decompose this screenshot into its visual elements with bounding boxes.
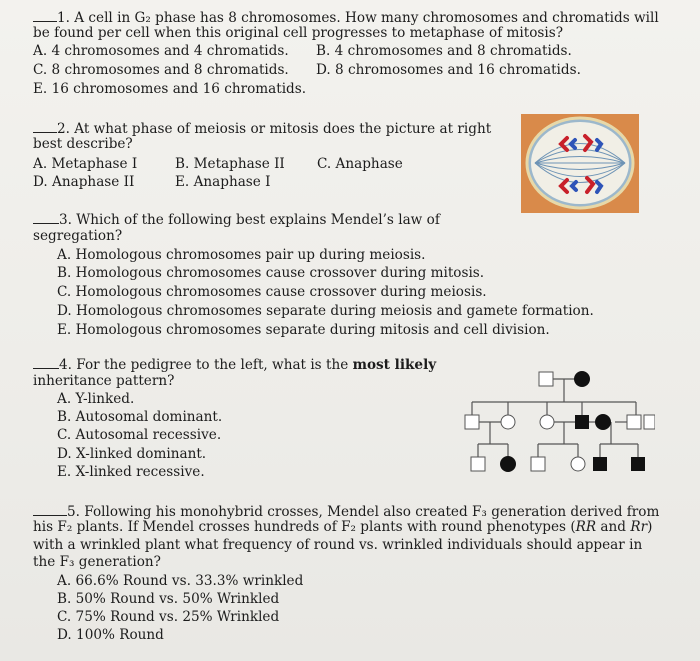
q1-option-a: A. 4 chromosomes and 4 chromatids. — [33, 43, 289, 59]
q2-option-d: D. Anaphase II — [33, 174, 135, 190]
q5-stem-cont2: with a wrinkled plant what frequency of round vs. wrinkled individuals should appear in — [33, 537, 643, 553]
q4-option-e: E. X-linked recessive. — [57, 464, 205, 480]
q5-option-c: C. 75% Round vs. 25% Wrinkled — [57, 609, 280, 625]
q3-stem: 3. Which of the following best explains Mendel’s law of — [33, 211, 440, 228]
q3-option-c: C. Homologous chromosomes cause crossover during meiosis. — [57, 284, 487, 300]
pedigree-female-unaffected — [571, 457, 585, 471]
pedigree-male-unaffected — [471, 457, 485, 471]
q3-option-e: E. Homologous chromosomes separate during mitosis and cell division. — [57, 322, 550, 338]
q1-option-b: B. 4 chromosomes and 8 chromatids. — [316, 43, 572, 59]
q4-stem: 4. For the pedigree to the left, what is the most likely — [33, 356, 436, 373]
pedigree-male-affected — [631, 457, 645, 471]
q3-option-d: D. Homologous chromosomes separate during meiosis and gamete formation. — [57, 303, 594, 319]
pedigree-male-unaffected — [465, 415, 479, 429]
q2-option-a: A. Metaphase I — [33, 156, 138, 172]
pedigree-male-affected — [575, 415, 589, 429]
q1-option-d: D. 8 chromosomes and 16 chromatids. — [316, 62, 581, 78]
q5-stem: 5. Following his monohybrid crosses, Mendel also created F₃ generation derived from — [33, 503, 659, 520]
pedigree-male-unaffected — [531, 457, 545, 471]
q3-option-b: B. Homologous chromosomes cause crossover during mitosis. — [57, 265, 485, 281]
pedigree-female-unaffected — [501, 415, 515, 429]
pedigree-diagram — [450, 362, 655, 474]
q2-option-c: C. Anaphase — [317, 156, 403, 172]
q1-option-c: C. 8 chromosomes and 8 chromatids. — [33, 62, 289, 78]
q4-option-c: C. Autosomal recessive. — [57, 427, 222, 443]
q3-stem-cont: segregation? — [33, 228, 123, 244]
q5-stem-cont3: the F₃ generation? — [33, 554, 161, 570]
pedigree-male-unaffected — [539, 372, 553, 386]
pedigree-female-affected — [500, 456, 516, 472]
q5-option-d: D. 100% Round — [57, 627, 164, 643]
q1-stem: 1. A cell in G₂ phase has 8 chromosomes. How many chromosomes and chromatids will — [33, 9, 659, 26]
q4-stem-cont: inheritance pattern? — [33, 373, 175, 389]
q1-option-e: E. 16 chromosomes and 16 chromatids. — [33, 81, 307, 97]
q1-stem-cont: be found per cell when this original cell progresses to metaphase of mitosis? — [33, 25, 564, 41]
q2-option-e: E. Anaphase I — [175, 174, 271, 190]
q5-option-a: A. 66.6% Round vs. 33.3% wrinkled — [57, 573, 304, 589]
pedigree-male-unaffected — [627, 415, 641, 429]
pedigree-female-affected — [595, 414, 611, 430]
pedigree-male-affected — [593, 457, 607, 471]
q4-option-d: D. X-linked dominant. — [57, 446, 207, 462]
pedigree-lines — [472, 379, 638, 457]
q2-option-b: B. Metaphase II — [175, 156, 285, 172]
q5-option-b: B. 50% Round vs. 50% Wrinkled — [57, 591, 280, 607]
pedigree-male-unaffected — [644, 415, 655, 429]
pedigree-female-unaffected — [540, 415, 554, 429]
q3-option-a: A. Homologous chromosomes pair up during meiosis. — [57, 247, 426, 263]
q4-option-a: A. Y-linked. — [57, 391, 135, 407]
q2-stem-cont: best describe? — [33, 136, 133, 152]
pedigree-female-affected — [574, 371, 590, 387]
q2-stem: 2. At what phase of meiosis or mitosis does the picture at right — [33, 120, 491, 137]
anaphase-cell-image — [521, 114, 639, 213]
q4-option-b: B. Autosomal dominant. — [57, 409, 223, 425]
q5-stem-cont: his F₂ plants. If Mendel crosses hundreds of F₂ plants with round phenotypes (RR and Rr) — [33, 519, 653, 535]
